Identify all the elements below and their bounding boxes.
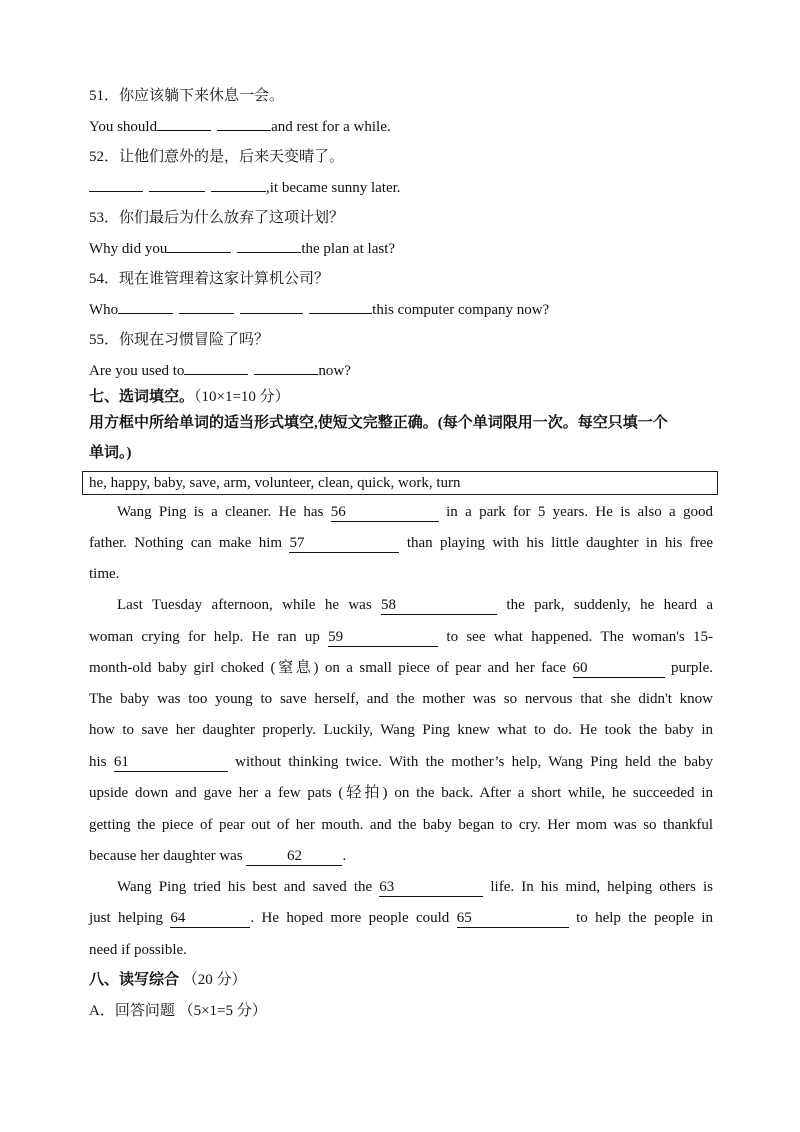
q54-prefix: Who xyxy=(89,302,119,318)
section-7-title: 七、选词填空。 xyxy=(89,389,195,405)
section-8-score: （20 分） xyxy=(182,972,247,988)
answer-blank[interactable] xyxy=(118,299,173,314)
passage-line: how to save her daughter properly. Luckily, Wang Ping knew what to do. He took the baby in xyxy=(89,722,713,738)
q53-suffix: the plan at last? xyxy=(301,241,396,257)
answer-blank[interactable] xyxy=(89,177,143,192)
q53-chinese: 53．你们最后为什么放弃了这项计划？ xyxy=(89,210,345,226)
passage-line: time. xyxy=(89,566,120,582)
section-8-heading xyxy=(89,970,247,990)
answer-blank[interactable] xyxy=(237,238,301,253)
passage-line: need if possible. xyxy=(89,942,187,958)
passage-line: upside down and gave her a few pats (轻拍) on the back. After a short while, he succeeded in xyxy=(89,785,713,801)
blank-63[interactable]: 63 xyxy=(379,878,483,897)
section-7-instructions: 用方框中所给单词的适当形式填空,使短文完整正确。(每个单词限用一次。每空只填一个 xyxy=(89,415,668,431)
q54-english xyxy=(89,299,549,320)
section-a-score: （5×1=5 分） xyxy=(178,1003,267,1019)
section-7-heading xyxy=(89,387,290,407)
blank-64[interactable]: 64 xyxy=(170,909,250,928)
q55-suffix: now? xyxy=(318,363,351,379)
blank-61[interactable]: 61 xyxy=(114,753,228,772)
blank-60[interactable]: 60 xyxy=(573,659,665,678)
passage-line: his 61 without thinking twice. With the mother’s help, Wang Ping held the baby xyxy=(89,754,714,770)
passage-line: The baby was too young to save herself, and the mother was so nervous that she didn't know xyxy=(89,691,713,707)
q51-chinese: 51．你应该躺下来休息一会。 xyxy=(89,88,285,104)
word-bank-box: he, happy, baby, save, arm, volunteer, clean, quick, work, turn xyxy=(82,471,718,495)
answer-blank[interactable] xyxy=(184,360,248,375)
q55-chinese: 55．你现在习惯冒险了吗？ xyxy=(89,332,270,348)
answer-blank[interactable] xyxy=(254,360,318,375)
q55-english xyxy=(89,360,351,381)
answer-blank[interactable] xyxy=(157,116,211,131)
answer-blank[interactable] xyxy=(179,299,234,314)
blank-57[interactable]: 57 xyxy=(289,534,399,553)
q52-suffix: ,it became sunny later. xyxy=(266,180,401,196)
passage-line: just helping 64 . He hoped more people could 65 to help the people in xyxy=(89,910,714,926)
q52-english xyxy=(89,177,401,198)
blank-62[interactable]: 62 xyxy=(246,847,342,866)
passage-line: getting the piece of pear out of her mouth. and the baby began to cry. Her mom was so thankful xyxy=(89,817,713,833)
passage-line: father. Nothing can make him 57 than playing with his little daughter in his free xyxy=(89,535,714,551)
section-a-title: A．回答问题 xyxy=(89,1003,175,1019)
passage-line: Wang Ping tried his best and saved the 63 life. In his mind, helping others is xyxy=(117,879,714,895)
section-a-heading xyxy=(89,1001,267,1021)
answer-blank[interactable] xyxy=(309,299,372,314)
q51-prefix: You should xyxy=(89,119,158,135)
blank-59[interactable]: 59 xyxy=(328,628,438,647)
passage-line: Last Tuesday afternoon, while he was 58 the park, suddenly, he heard a xyxy=(117,597,713,613)
answer-blank[interactable] xyxy=(211,177,266,192)
q52-chinese: 52．让他们意外的是，后来天变晴了。 xyxy=(89,149,345,165)
answer-blank[interactable] xyxy=(217,116,271,131)
answer-blank[interactable] xyxy=(167,238,231,253)
q55-prefix: Are you used to xyxy=(89,363,185,379)
passage-line: woman crying for help. He ran up 59 to see what happened. The woman's 15- xyxy=(89,629,714,645)
passage-line: Wang Ping is a cleaner. He has 56 in a park for 5 years. He is also a good xyxy=(117,504,714,520)
section-7-score: （10×1=10 分） xyxy=(194,389,290,405)
q54-chinese: 54．现在谁管理着这家计算机公司？ xyxy=(89,271,330,287)
blank-65[interactable]: 65 xyxy=(457,909,569,928)
q53-english xyxy=(89,238,395,259)
q53-prefix: Why did you xyxy=(89,241,168,257)
passage-line: month-old baby girl choked (窒息) on a small piece of pear and her face 60 purple. xyxy=(89,660,714,676)
answer-blank[interactable] xyxy=(240,299,303,314)
blank-58[interactable]: 58 xyxy=(381,596,497,615)
q51-suffix: and rest for a while. xyxy=(271,119,391,135)
answer-blank[interactable] xyxy=(149,177,205,192)
section-7-instructions-cont: 单词。) xyxy=(89,445,132,461)
q51-english xyxy=(89,116,391,137)
passage-line: because her daughter was 62 . xyxy=(89,848,347,864)
blank-56[interactable]: 56 xyxy=(331,503,439,522)
q54-suffix: this computer company now? xyxy=(372,302,550,318)
section-8-title: 八、读写综合 xyxy=(89,972,180,988)
